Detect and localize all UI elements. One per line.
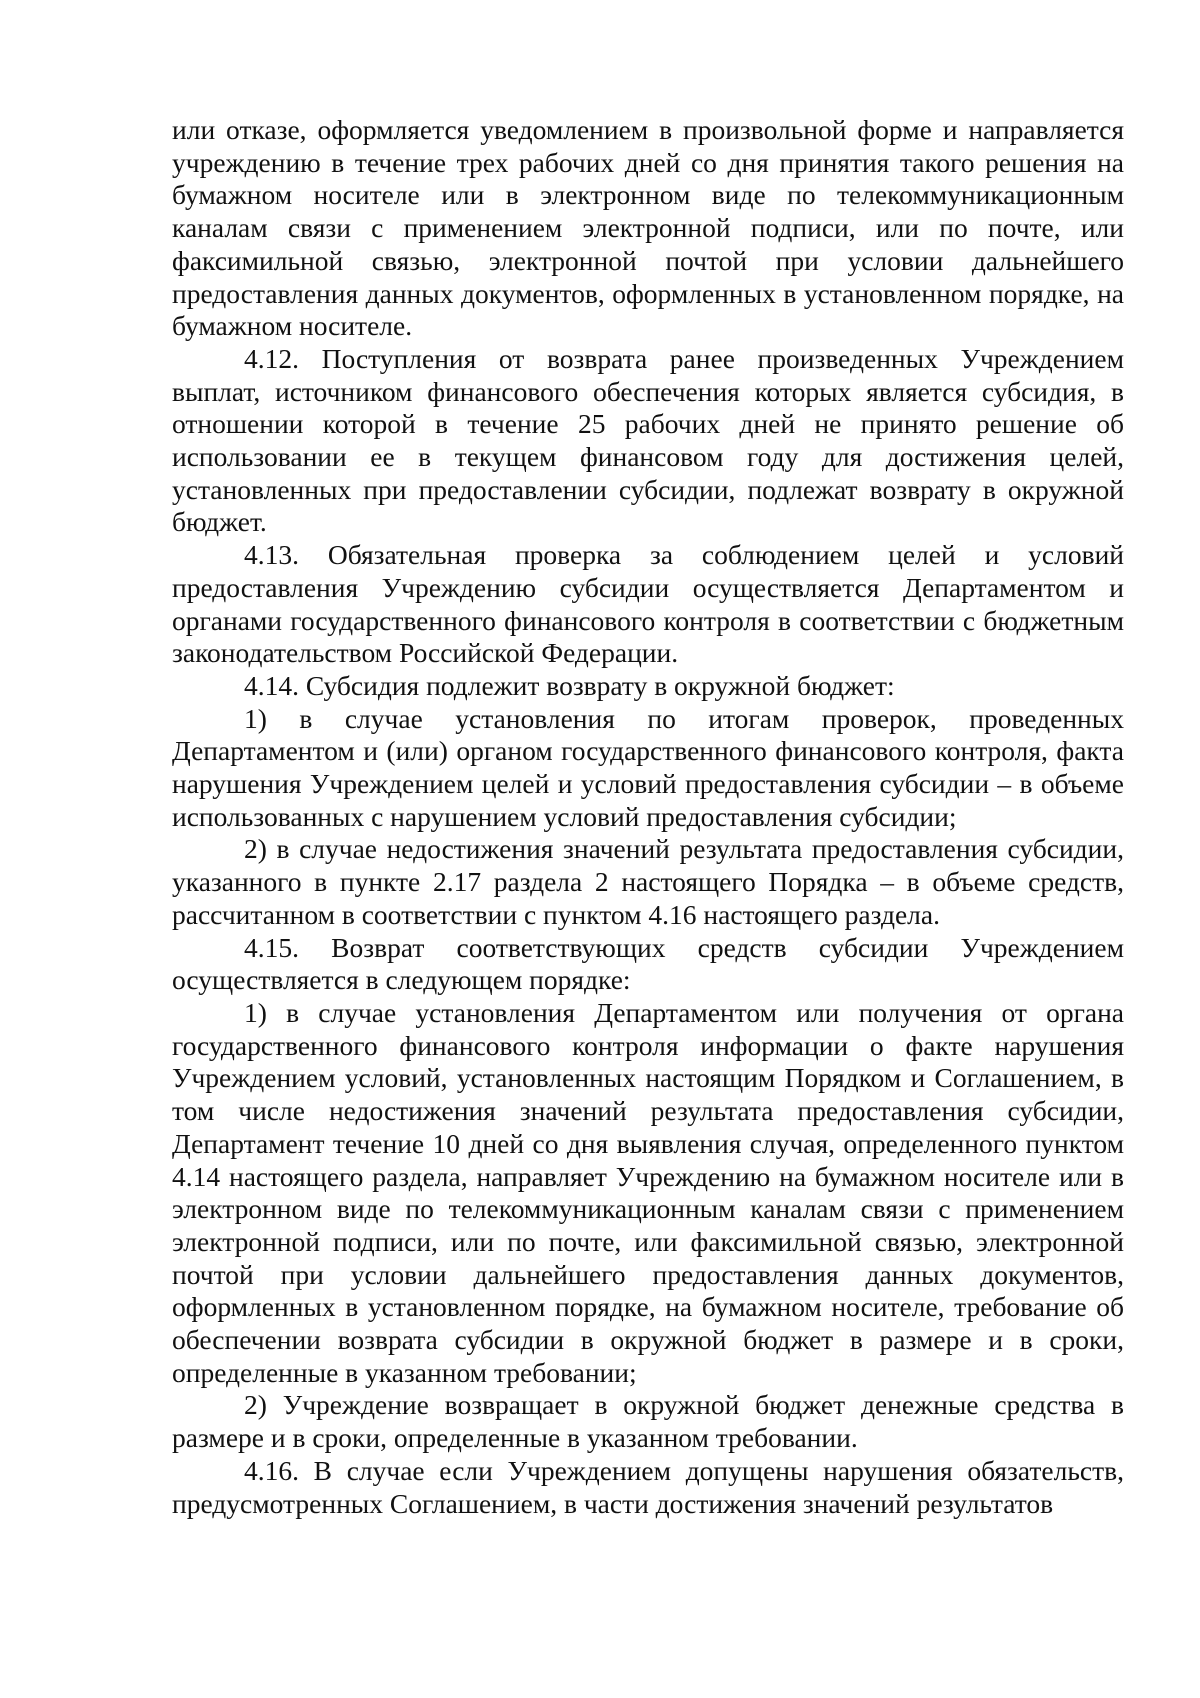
paragraph-4-13: 4.13. Обязательная проверка за соблюдением целей и условий предоставления Учреждению субсидии осуществляется Департаментом и органами государственного финансового контроля в соответствии с бюджетным законодательством Российской Федерации. [172, 539, 1124, 669]
paragraph-4-15-item-1: 1) в случае установления Департаментом или получения от органа государственного финансового контроля информации о факте нарушения Учреждением условий, установленных настоящим Порядком и Соглашением, в том числе недостижения значений результата предоставления субсидии, Департамент течение 10 дней со дня выявления случая, определенного пунктом 4.14 настоящего раздела, направляет Учреждению на бумажном носителе или в электронном виде по телекоммуникационным каналам связи с применением электронной подписи, или по почте, или факсимильной связью, электронной почтой при условии дальнейшего предоставления данных документов, оформленных в установленном порядке, на бумажном носителе, требование об обеспечении возврата субсидии в окружной бюджет в размере и в сроки, определенные в указанном требовании; [172, 996, 1124, 1388]
paragraph-4-16: 4.16. В случае если Учреждением допущены нарушения обязательств, предусмотренных Соглашением, в части достижения значений результатов [172, 1454, 1124, 1519]
paragraph-4-14-item-2: 2) в случае недостижения значений результата предоставления субсидии, указанного в пункте 2.17 раздела 2 настоящего Порядка – в объеме средств, рассчитанном в соответствии с пунктом 4.16 настоящего раздела. [172, 833, 1124, 930]
paragraph-4-14-item-1: 1) в случае установления по итогам проверок, проведенных Департаментом и (или) органом государственного финансового контроля, факта нарушения Учреждением целей и условий предоставления субсидии – в объеме использованных с нарушением условий предоставления субсидии; [172, 702, 1124, 832]
paragraph-4-15: 4.15. Возврат соответствующих средств субсидии Учреждением осуществляется в следующем порядке: [172, 931, 1124, 996]
paragraph-4-15-item-2: 2) Учреждение возвращает в окружной бюджет денежные средства в размере и в сроки, определенные в указанном требовании. [172, 1389, 1124, 1454]
paragraph-continuation: или отказе, оформляется уведомлением в произвольной форме и направляется учреждению в течение трех рабочих дней со дня принятия такого решения на бумажном носителе или в электронном виде по телекоммуникационным каналам связи с применением электронной подписи, или по почте, или факсимильной связью, электронной почтой при условии дальнейшего предоставления данных документов, оформленных в установленном порядке, на бумажном носителе. [172, 114, 1124, 342]
paragraph-4-14: 4.14. Субсидия подлежит возврату в окружной бюджет: [244, 669, 895, 701]
paragraph-4-12: 4.12. Поступления от возврата ранее произведенных Учреждением выплат, источником финансового обеспечения которых является субсидия, в отношении которой в течение 25 рабочих дней не принято решение об использовании ее в текущем финансовом году для достижения целей, установленных при предоставлении субсидии, подлежат возврату в окружной бюджет. [172, 342, 1124, 538]
document-body [172, 114, 1124, 1520]
